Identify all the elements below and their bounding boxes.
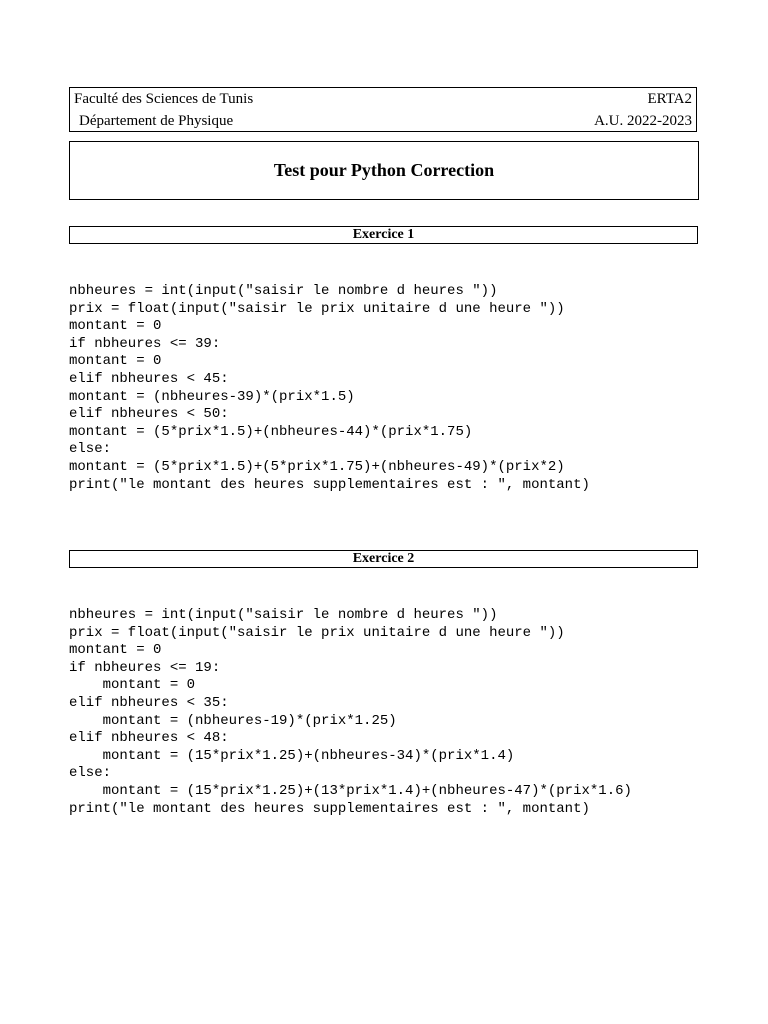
code-line: montant = 0 bbox=[69, 642, 162, 659]
exercise-1-heading-box bbox=[69, 226, 698, 244]
title-box bbox=[69, 141, 699, 200]
code-line: nbheures = int(input("saisir le nombre d heures ")) bbox=[69, 607, 498, 623]
page-title: Test pour Python Correction bbox=[273, 160, 495, 180]
code-line: montant = (15*prix*1.25)+(nbheures-34)*(prix*1.4) bbox=[69, 747, 515, 764]
code-line: prix = float(input("saisir le prix unitaire d une heure ")) bbox=[69, 300, 565, 317]
header-box bbox=[69, 87, 697, 132]
class-code: ERTA2 bbox=[647, 91, 692, 107]
header-row-institution bbox=[70, 88, 696, 110]
code-line: montant = 0 bbox=[69, 677, 196, 694]
code-line: elif nbheures < 48: bbox=[69, 730, 229, 747]
exercise-2-heading: Exercice 2 bbox=[352, 551, 415, 566]
code-line: nbheures = int(input("saisir le nombre d heures ")) bbox=[69, 283, 498, 299]
code-line: montant = 0 bbox=[69, 318, 162, 335]
exercise-1-heading: Exercice 1 bbox=[352, 227, 415, 242]
code-line: montant = (nbheures-19)*(prix*1.25) bbox=[69, 712, 397, 729]
code-line: print("le montant des heures supplementaires est : ", montant) bbox=[69, 800, 590, 817]
header-row-department bbox=[70, 110, 696, 132]
code-line: montant = (nbheures-39)*(prix*1.5) bbox=[69, 388, 355, 405]
code-line: montant = (5*prix*1.5)+(5*prix*1.75)+(nbheures-49)*(prix*2) bbox=[69, 458, 565, 475]
code-line: print("le montant des heures supplementaires est : ", montant) bbox=[69, 476, 590, 493]
code-line: montant = (5*prix*1.5)+(nbheures-44)*(prix*1.75) bbox=[69, 423, 473, 440]
code-line: else: bbox=[69, 441, 112, 458]
code-line: montant = (15*prix*1.25)+(13*prix*1.4)+(nbheures-47)*(prix*1.6) bbox=[69, 782, 632, 799]
code-line: if nbheures <= 39: bbox=[69, 335, 221, 352]
exercise-2-heading-box bbox=[69, 550, 698, 568]
institution-name: Faculté des Sciences de Tunis bbox=[74, 91, 254, 107]
code-line: prix = float(input("saisir le prix unitaire d une heure ")) bbox=[69, 624, 565, 641]
department-name: Département de Physique bbox=[79, 113, 234, 129]
academic-year: A.U. 2022-2023 bbox=[594, 113, 692, 129]
code-line: elif nbheures < 50: bbox=[69, 406, 229, 423]
exercise-2-code bbox=[69, 607, 632, 818]
exercise-1-code bbox=[69, 283, 590, 494]
code-line: else: bbox=[69, 765, 112, 782]
code-line: montant = 0 bbox=[69, 353, 162, 370]
code-line: if nbheures <= 19: bbox=[69, 659, 221, 676]
code-line: elif nbheures < 35: bbox=[69, 694, 229, 711]
code-line: elif nbheures < 45: bbox=[69, 370, 229, 387]
